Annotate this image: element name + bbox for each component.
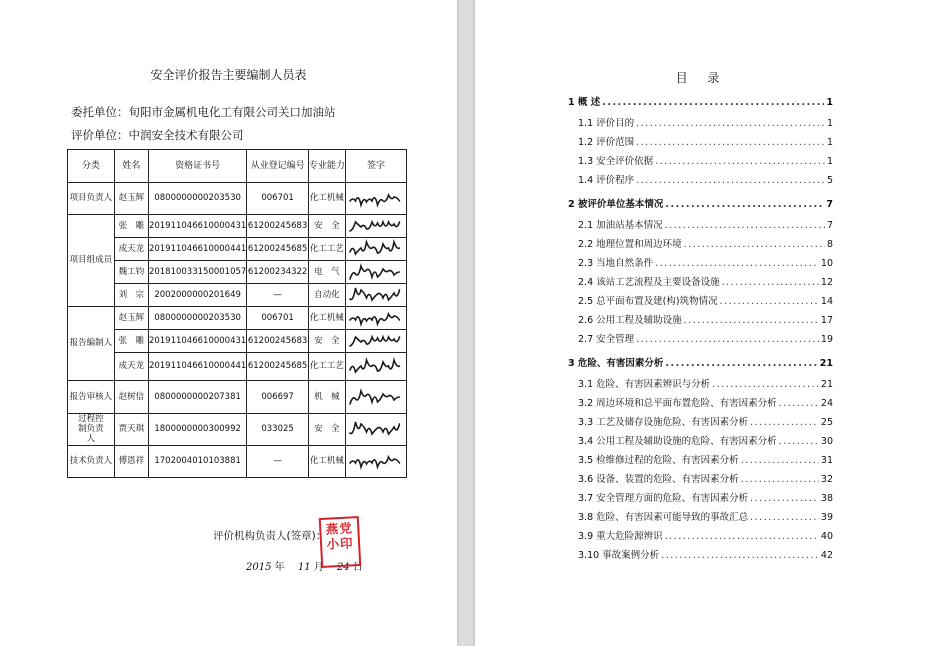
cert-cell: 0800000000203530 [148, 307, 246, 330]
signature-cell [345, 238, 406, 261]
toc-page-number: 42 [820, 550, 833, 561]
toc-page-number: 14 [820, 296, 833, 307]
table-row [68, 414, 407, 446]
table-header-row [68, 150, 407, 183]
handwritten-signature [346, 261, 406, 283]
signature-cell [345, 381, 406, 414]
toc-leader [741, 455, 819, 466]
header-name: 姓名 [114, 150, 148, 183]
toc-label: 3.4 公用工程及辅助设施的危险、有害因素分析 [578, 436, 777, 447]
client-label: 委托单位： [71, 105, 129, 119]
evaluator-label: 评价单位： [71, 128, 129, 142]
toc-label: 2.4 该站工艺流程及主要设备设施 [578, 277, 720, 288]
handwritten-signature [346, 215, 406, 237]
handwritten-signature [346, 418, 406, 440]
header-cert: 资格证书号 [148, 150, 246, 183]
signature-cell [345, 261, 406, 284]
toc-section[interactable] [578, 395, 833, 409]
toc-section[interactable] [578, 153, 833, 167]
toc-leader [684, 239, 825, 250]
table-row [68, 215, 407, 238]
table-row [68, 381, 407, 414]
header-reg: 从业登记编号 [247, 150, 309, 183]
name-cell: 魏工钧 [114, 261, 148, 284]
table-row [68, 238, 407, 261]
toc-leader [779, 436, 819, 447]
toc-page-number: 30 [820, 436, 833, 447]
handwritten-signature [346, 386, 406, 408]
skill-cell: 化工工艺 [308, 238, 345, 261]
toc-leader [665, 199, 824, 210]
signature-cell [345, 414, 406, 446]
cert-cell: 1800000000300992 [148, 414, 246, 446]
toc-page-number: 25 [820, 417, 833, 428]
toc-label: 1.2 评价范围 [578, 137, 635, 148]
signature-cell [345, 307, 406, 330]
toc-label: 1 概 述 [568, 97, 601, 108]
toc-label: 2.6 公用工程及辅助设施 [578, 315, 682, 326]
toc-leader [636, 137, 825, 148]
signature-cell [345, 284, 406, 307]
toc-title: 目 录 [675, 71, 728, 85]
category-cell: 报告编制人 [68, 307, 115, 381]
toc-section[interactable] [578, 433, 833, 447]
skill-cell: 化工机械 [308, 307, 345, 330]
toc-page-number: 32 [820, 474, 833, 485]
name-cell: 赵树信 [114, 381, 148, 414]
toc-label: 3.2 周边环境和总平面布置危险、有害因素分析 [578, 398, 777, 409]
date-month-unit: 月 [313, 562, 324, 573]
toc-page-number: 39 [820, 512, 833, 523]
skill-cell: 机 械 [308, 381, 345, 414]
seal-row: 燕党 [325, 520, 354, 537]
toc-leader [684, 315, 819, 326]
toc-leader [602, 97, 824, 108]
reg-cell: 61200245685 [247, 353, 309, 381]
reg-cell: — [247, 284, 309, 307]
category-cell: 项目组成员 [68, 215, 115, 307]
name-cell: 成天龙 [114, 238, 148, 261]
skill-cell: 自动化 [308, 284, 345, 307]
cert-cell: 1702004010103881 [148, 445, 246, 477]
toc-section[interactable] [578, 490, 833, 504]
toc-section[interactable] [578, 293, 833, 307]
skill-cell: 安 全 [308, 330, 345, 353]
name-cell: 傅恩祥 [114, 445, 148, 477]
toc-section[interactable] [578, 452, 833, 466]
reg-cell: — [247, 445, 309, 477]
date-year: 2015 [246, 562, 272, 573]
toc-label: 2.5 总平面布置及建(构)筑物情况 [578, 296, 718, 307]
cert-cell: 201911046610000441 [148, 238, 246, 261]
reg-cell: 006701 [247, 183, 309, 215]
signature-cell [345, 353, 406, 381]
cert-cell: 2002000000201649 [148, 284, 246, 307]
toc-leader [750, 512, 819, 523]
handwritten-signature [346, 188, 406, 210]
page-title: 安全评价报告主要编制人员表 [150, 68, 307, 82]
toc-leader [741, 474, 819, 485]
handwritten-signature [346, 330, 406, 352]
table-row [68, 261, 407, 284]
name-cell: 成天龙 [114, 353, 148, 381]
handwritten-signature [346, 450, 406, 472]
toc-page-number: 19 [820, 334, 833, 345]
toc-leader [636, 334, 819, 345]
toc-chapter[interactable] [568, 196, 833, 210]
toc-label: 2.1 加油站基本情况 [578, 220, 663, 231]
table-row [68, 353, 407, 381]
cert-cell: 201911046610000441 [148, 353, 246, 381]
evaluator-name: 中润安全技术有限公司 [128, 128, 244, 142]
toc-page-number: 38 [820, 493, 833, 504]
toc-page-number: 12 [820, 277, 833, 288]
toc-label: 2.2 地理位置和周边环境 [578, 239, 682, 250]
seal-row: 小印 [326, 535, 354, 552]
category-cell: 报告审核人 [68, 381, 115, 414]
signature-cell [345, 183, 406, 215]
skill-cell: 化工工艺 [308, 353, 345, 381]
handwritten-signature [346, 284, 406, 306]
skill-cell: 化工机械 [308, 183, 345, 215]
date-month: 11 [297, 562, 311, 573]
toc-label: 3.3 工艺及储存设施危险、有害因素分析 [578, 417, 749, 428]
category-cell: 项目负责人 [68, 183, 115, 215]
toc-section[interactable] [578, 376, 833, 390]
toc-section[interactable] [578, 528, 833, 542]
toc-leader [665, 531, 819, 542]
table-row [68, 445, 407, 477]
toc-section[interactable] [578, 172, 833, 186]
report-staff-page [0, 0, 457, 646]
toc-chapter[interactable] [568, 94, 833, 108]
toc-label: 3.9 重大危险源辨识 [578, 531, 663, 542]
toc-label: 1.3 安全评价依据 [578, 156, 654, 167]
reg-cell: 61200245685 [247, 238, 309, 261]
signature-cell [345, 445, 406, 477]
evaluator-line [71, 127, 244, 143]
toc-leader [665, 220, 825, 231]
toc-page-number: 8 [826, 239, 833, 250]
handwritten-signature [346, 238, 406, 260]
toc-page-number: 7 [826, 220, 833, 231]
toc-leader [661, 550, 819, 561]
toc-page [475, 0, 928, 646]
toc-leader [722, 277, 819, 288]
reg-cell: 61200245683 [247, 330, 309, 353]
toc-section[interactable] [578, 255, 833, 269]
toc-leader [636, 118, 825, 129]
name-cell: 赵玉辉 [114, 307, 148, 330]
reg-cell: 61200245683 [247, 215, 309, 238]
client-line [71, 104, 336, 120]
cert-cell: 201911046610000431 [148, 330, 246, 353]
toc-label: 1.1 评价目的 [578, 118, 635, 129]
toc-label: 3.5 检维修过程的危险、有害因素分析 [578, 455, 739, 466]
name-cell: 贾天琪 [114, 414, 148, 446]
toc-page-number: 7 [826, 199, 833, 210]
toc-section[interactable] [578, 217, 833, 231]
handwritten-signature [346, 356, 406, 378]
signature-cell [345, 215, 406, 238]
toc-section[interactable] [578, 547, 833, 561]
toc-page-number: 1 [826, 137, 833, 148]
toc-leader [750, 493, 819, 504]
header-category: 分类 [68, 150, 115, 183]
toc-leader [665, 358, 817, 369]
category-cell: 过程控制负责人 [68, 414, 115, 446]
toc-page-number: 5 [826, 175, 833, 186]
category-cell: 技术负责人 [68, 445, 115, 477]
name-cell: 赵玉辉 [114, 183, 148, 215]
toc-section[interactable] [578, 331, 833, 345]
toc-chapter[interactable] [568, 355, 833, 369]
toc-page-number: 10 [820, 258, 833, 269]
toc-page-number: 17 [820, 315, 833, 326]
toc-section[interactable] [578, 312, 833, 326]
skill-cell: 安 全 [308, 215, 345, 238]
toc-label: 3 危险、有害因素分析 [568, 358, 664, 369]
toc-label: 3.6 设备、装置的危险、有害因素分析 [578, 474, 739, 485]
cert-cell: 0800000000203530 [148, 183, 246, 215]
responsible-line: 评价机构负责人(签章)： [213, 530, 327, 542]
toc-page-number: 1 [826, 97, 833, 108]
cert-cell: 201810033150001057 [148, 261, 246, 284]
name-cell: 张 雕 [114, 330, 148, 353]
toc-section[interactable] [578, 509, 833, 523]
toc-label: 2.3 当地自然条件 [578, 258, 654, 269]
toc-page-number: 21 [820, 379, 833, 390]
name-cell: 张 雕 [114, 215, 148, 238]
skill-cell: 化工机械 [308, 445, 345, 477]
toc-leader [655, 258, 819, 269]
skill-cell: 安 全 [308, 414, 345, 446]
toc-section[interactable] [578, 236, 833, 250]
toc-page-number: 1 [826, 118, 833, 129]
toc-leader [655, 156, 825, 167]
toc-leader [712, 379, 819, 390]
reg-cell: 006701 [247, 307, 309, 330]
skill-cell: 电 气 [308, 261, 345, 284]
toc-label: 2 被评价单位基本情况 [568, 199, 664, 210]
client-name: 旬阳市金属机电化工有限公司关口加油站 [128, 105, 336, 119]
table-row [68, 330, 407, 353]
reg-cell: 006697 [247, 381, 309, 414]
header-signature: 签字 [345, 150, 406, 183]
toc-page-number: 1 [826, 156, 833, 167]
toc-section[interactable] [578, 414, 833, 428]
cert-cell: 201911046610000431 [148, 215, 246, 238]
official-seal [319, 516, 362, 568]
toc-label: 3.8 危险、有害因素可能导致的事故汇总 [578, 512, 749, 523]
handwritten-signature [346, 307, 406, 329]
toc-label: 2.7 安全管理 [578, 334, 635, 345]
reg-cell: 033025 [247, 414, 309, 446]
date-day: 24 [336, 562, 350, 573]
header-skill: 专业能力 [308, 150, 345, 183]
date-day-unit: 日 [352, 562, 363, 573]
staff-table [67, 149, 407, 478]
toc-label: 3.1 危险、有害因素辨识与分析 [578, 379, 711, 390]
toc-page-number: 31 [820, 455, 833, 466]
name-cell: 刘 宗 [114, 284, 148, 307]
toc-label: 3.7 安全管理方面的危险、有害因素分析 [578, 493, 749, 504]
toc-page-number: 24 [820, 398, 833, 409]
toc-label: 3.10 事故案例分析 [578, 550, 660, 561]
reg-cell: 61200234322 [247, 261, 309, 284]
toc-section[interactable] [578, 274, 833, 288]
signature-cell [345, 330, 406, 353]
toc-page-number: 40 [820, 531, 833, 542]
toc-leader [720, 296, 819, 307]
date-year-unit: 年 [274, 562, 285, 573]
toc-leader [636, 175, 825, 186]
toc-page-number: 21 [819, 358, 833, 369]
cert-cell: 0800000000207381 [148, 381, 246, 414]
toc-leader [779, 398, 819, 409]
staff-table-body [68, 183, 407, 478]
toc-label: 1.4 评价程序 [578, 175, 635, 186]
toc-section[interactable] [578, 115, 833, 129]
table-row [68, 307, 407, 330]
toc-leader [750, 417, 819, 428]
table-row [68, 284, 407, 307]
toc-section[interactable] [578, 134, 833, 148]
table-row [68, 183, 407, 215]
toc-section[interactable] [578, 471, 833, 485]
